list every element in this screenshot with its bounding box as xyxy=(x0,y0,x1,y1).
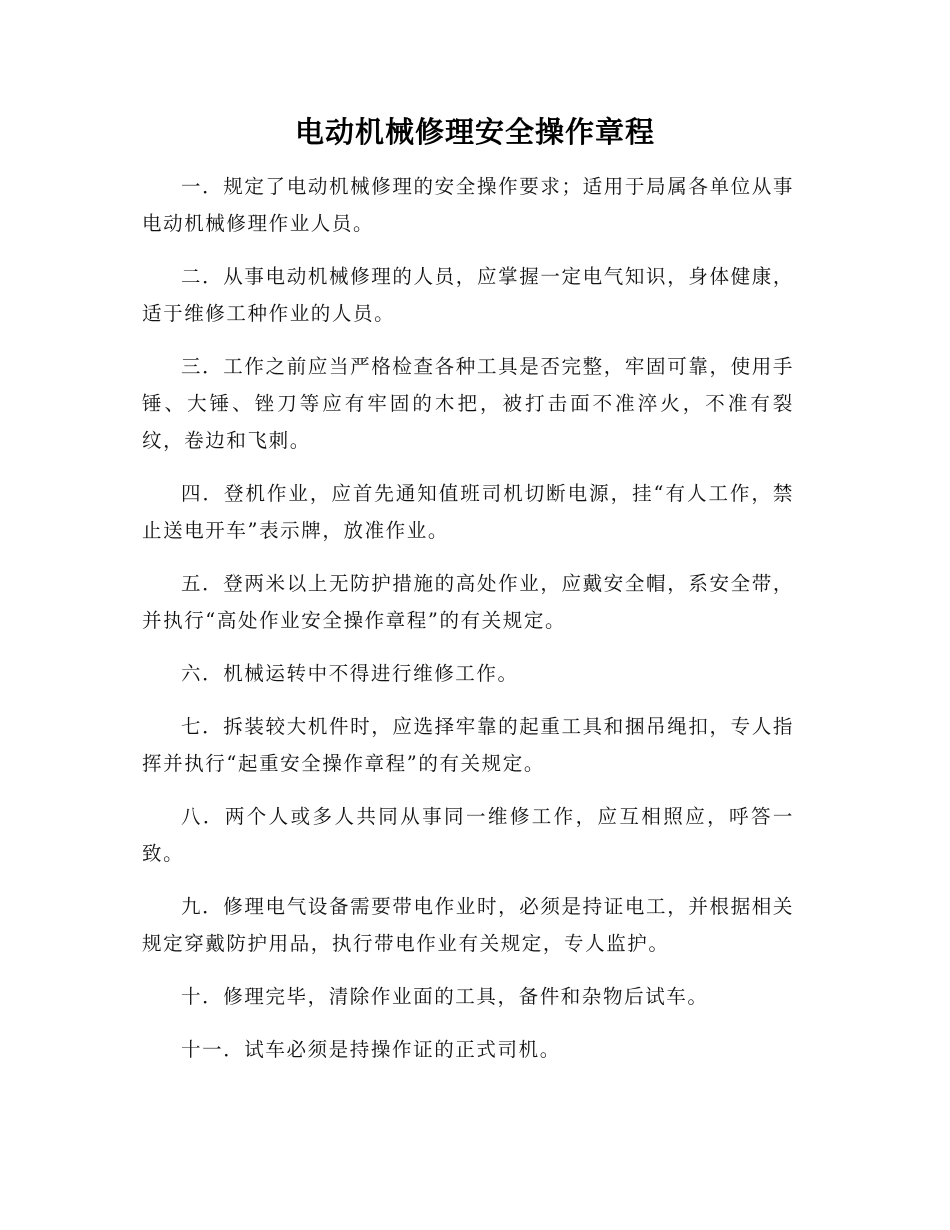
paragraph-11: 十一．试车必须是持操作证的正式司机。 xyxy=(181,1038,561,1061)
document-title: 电动机械修理安全操作章程 xyxy=(294,115,655,149)
paragraph-3: 三．工作之前应当严格检查各种工具是否完整，牢固可靠，使用手锤、大锤、锉刀等应有牢固的木把，被打击面不准淬火，不准有裂纹，卷边和飞刺。 xyxy=(142,355,794,452)
paragraph-7: 七．拆装较大机件时，应选择牢靠的起重工具和捆吊绳扣，专人指挥并执行“起重安全操作章程”的有关规定。 xyxy=(142,715,794,775)
paragraph-8: 八．两个人或多人共同从事同一维修工作，应互相照应，呼答一致。 xyxy=(142,805,794,865)
paragraph-9: 九．修理电气设备需要带电作业时，必须是持证电工，并根据相关规定穿戴防护用品，执行带电作业有关规定，专人监护。 xyxy=(142,895,794,955)
paragraph-2: 二．从事电动机械修理的人员，应掌握一定电气知识，身体健康，适于维修工种作业的人员。 xyxy=(142,265,794,325)
paragraph-5: 五．登两米以上无防护措施的高处作业，应戴安全帽，系安全带，并执行“高处作业安全操作章程”的有关规定。 xyxy=(142,572,794,632)
document-body xyxy=(142,168,794,1084)
paragraph-6: 六．机械运转中不得进行维修工作。 xyxy=(181,662,519,685)
paragraph-1: 一．规定了电动机械修理的安全操作要求；适用于局属各单位从事电动机械修理作业人员。 xyxy=(142,175,794,235)
paragraph-10: 十．修理完毕，清除作业面的工具，备件和杂物后试车。 xyxy=(181,985,709,1008)
paragraph-4: 四．登机作业，应首先通知值班司机切断电源，挂“有人工作，禁止送电开车”表示牌，放准作业。 xyxy=(142,482,794,542)
